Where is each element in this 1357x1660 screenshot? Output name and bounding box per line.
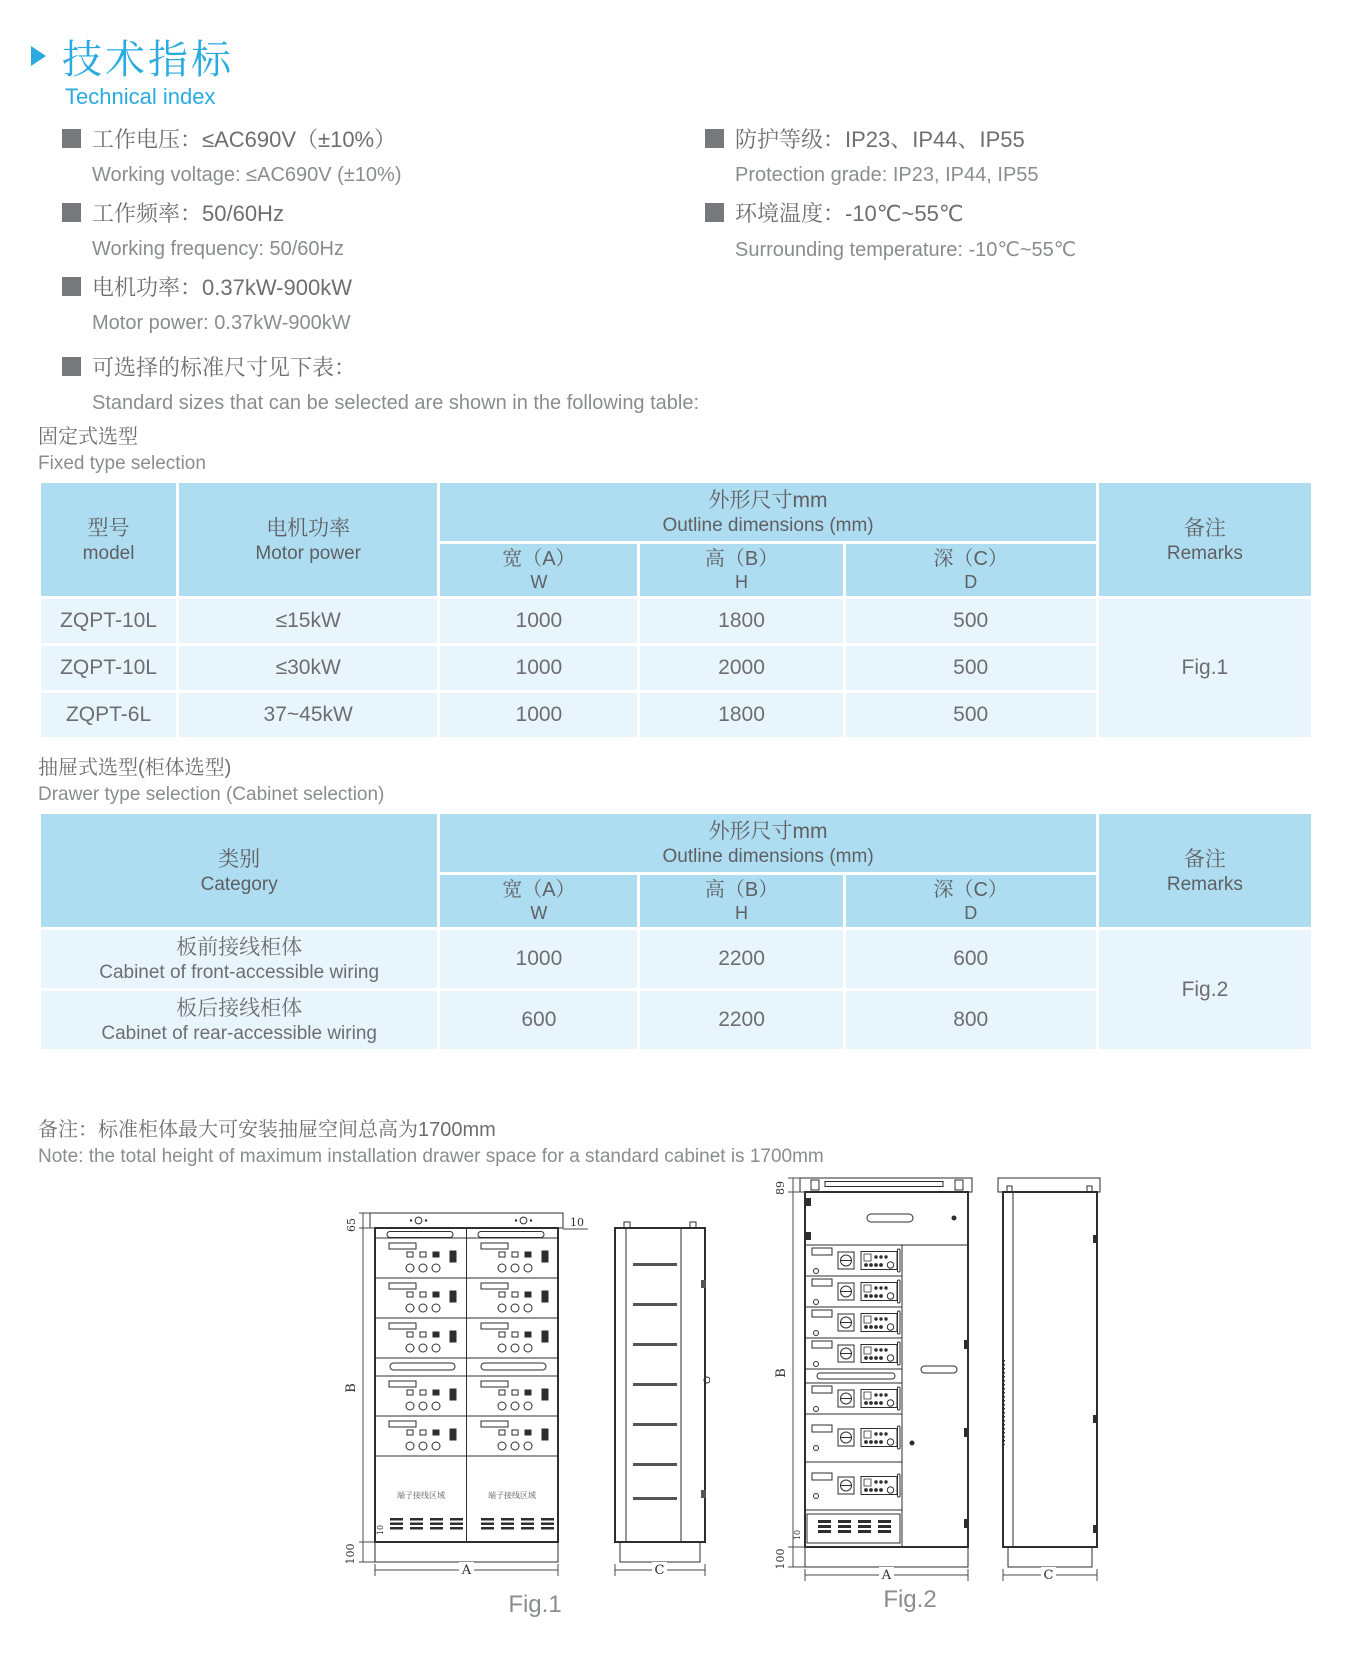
header-label-zh: 类别 bbox=[218, 847, 261, 871]
bullet-square-icon bbox=[705, 129, 724, 148]
section-arrow-icon bbox=[31, 46, 46, 66]
cell-depth: 500 bbox=[846, 599, 1096, 643]
fig1-terminal-label: 端子接线区域 bbox=[488, 1491, 536, 1500]
header-label-en: D bbox=[964, 903, 978, 923]
header-label-en: H bbox=[735, 572, 749, 592]
cell-model: ZQPT-10L bbox=[41, 599, 176, 643]
col-header-width bbox=[440, 544, 637, 596]
fig1-dim-depth: C bbox=[654, 1563, 665, 1578]
col-header-remarks bbox=[1099, 483, 1311, 596]
header-label-zh: 备注 bbox=[1183, 847, 1226, 871]
fig2-caption: Fig.2 bbox=[883, 1586, 937, 1613]
header-label-zh: 高（B） bbox=[704, 879, 779, 901]
col-header-category bbox=[41, 814, 437, 927]
header-label-zh: 外形尺寸mm bbox=[708, 489, 828, 512]
fig1-dim-top-offset: 10 bbox=[570, 1216, 584, 1229]
bullet-square-icon bbox=[62, 357, 81, 376]
header-label-en: Remarks bbox=[1166, 542, 1243, 564]
specs-right-column bbox=[705, 120, 1076, 268]
bullet-square-icon bbox=[62, 277, 81, 296]
header-label-zh: 深（C） bbox=[933, 879, 1008, 901]
col-header-outline-dimensions bbox=[440, 483, 1096, 541]
header-label-zh: 宽（A） bbox=[502, 548, 576, 570]
category-en: Cabinet of rear-accessible wiring bbox=[101, 1022, 377, 1044]
drawer-type-section-label bbox=[38, 754, 384, 808]
cell-height: 1800 bbox=[640, 599, 842, 643]
fig2-front-view bbox=[800, 1178, 972, 1567]
spec-text-zh: 电机功率：0.37kW-900kW bbox=[92, 274, 352, 300]
cell-width: 1000 bbox=[440, 646, 637, 690]
fig1-side-view bbox=[615, 1222, 710, 1578]
section-label-zh: 固定式选型 bbox=[38, 426, 138, 448]
col-header-depth bbox=[846, 544, 1096, 596]
cell-depth: 800 bbox=[846, 991, 1096, 1049]
section-label-en: Fixed type selection bbox=[38, 453, 206, 474]
fixed-type-section-label bbox=[38, 423, 206, 477]
header-label-en: Motor power bbox=[255, 542, 361, 564]
fig1-drawing bbox=[330, 1130, 710, 1630]
fig2-drawing bbox=[715, 1095, 1115, 1625]
spec-line-standard-sizes bbox=[62, 348, 699, 384]
header-label-zh: 型号 bbox=[87, 516, 130, 540]
col-header-height bbox=[640, 544, 842, 596]
header-label-zh: 电机功率 bbox=[266, 516, 351, 540]
col-header-depth bbox=[846, 875, 1096, 927]
spec-text-zh: 防护等级：IP23、IP44、IP55 bbox=[735, 126, 1025, 152]
cell-height: 1800 bbox=[640, 693, 842, 737]
fig2-vent-grilles bbox=[818, 1520, 891, 1533]
fig1-dim-body-height: B bbox=[344, 1383, 359, 1393]
fig2-dim-plinth-height: 100 bbox=[774, 1548, 787, 1570]
fig1-terminal-label: 端子接线区域 bbox=[397, 1491, 445, 1500]
note-zh: 备注：标准柜体最大可安装抽屉空间总高为1700mm bbox=[38, 1119, 496, 1141]
spec-line-protection bbox=[705, 120, 1076, 156]
spec-text-en: Standard sizes that can be selected are shown in the following table: bbox=[92, 391, 700, 414]
col-header-model bbox=[41, 483, 176, 596]
fig2-dim-depth: C bbox=[1043, 1568, 1054, 1583]
cell-depth: 500 bbox=[846, 646, 1096, 690]
table-row bbox=[41, 930, 1311, 988]
cell-category bbox=[41, 930, 437, 988]
section-label-en: Drawer type selection (Cabinet selection) bbox=[38, 784, 385, 805]
cell-depth: 600 bbox=[846, 930, 1096, 988]
spec-text-zh: 可选择的标准尺寸见下表： bbox=[92, 354, 357, 380]
spec-text-en: Working voltage: ≤AC690V (±10%) bbox=[92, 163, 402, 186]
fig1-dim-width: A bbox=[461, 1563, 472, 1578]
spec-line-frequency bbox=[62, 194, 699, 230]
fig1-caption: Fig.1 bbox=[508, 1591, 562, 1618]
cell-width: 1000 bbox=[440, 693, 637, 737]
cell-width: 1000 bbox=[440, 599, 637, 643]
specs-left-column bbox=[62, 120, 699, 422]
header-label-en: model bbox=[82, 542, 135, 564]
col-header-width bbox=[440, 875, 637, 927]
spec-text-zh: 工作频率：50/60Hz bbox=[92, 200, 284, 226]
spec-line-voltage bbox=[62, 120, 699, 156]
col-header-motor-power bbox=[179, 483, 437, 596]
cell-height: 2000 bbox=[640, 646, 842, 690]
category-en: Cabinet of front-accessible wiring bbox=[99, 961, 380, 983]
fig2-dim-cap-height: 89 bbox=[774, 1181, 787, 1195]
cell-height: 2200 bbox=[640, 991, 842, 1049]
cell-remark: Fig.2 bbox=[1099, 930, 1311, 1049]
header-label-en: W bbox=[530, 572, 548, 592]
spec-text-en: Surrounding temperature: -10℃~55℃ bbox=[735, 238, 1077, 261]
fig2-side-view bbox=[998, 1178, 1100, 1583]
cell-power: ≤15kW bbox=[179, 599, 437, 643]
category-zh: 板后接线柜体 bbox=[176, 996, 303, 1020]
spec-text-zh: 环境温度：-10℃~55℃ bbox=[735, 200, 964, 226]
fig1-dim-cap-height: 65 bbox=[345, 1218, 358, 1232]
cell-depth: 500 bbox=[846, 693, 1096, 737]
spec-line-temperature bbox=[705, 194, 1076, 230]
spec-text-en: Working frequency: 50/60Hz bbox=[92, 237, 344, 260]
header-label-en: Category bbox=[200, 873, 278, 895]
spec-text-en: Motor power: 0.37kW-900kW bbox=[92, 311, 351, 334]
cell-model: ZQPT-10L bbox=[41, 646, 176, 690]
header-label-en: D bbox=[964, 572, 978, 592]
spec-text-en: Protection grade: IP23, IP44, IP55 bbox=[735, 163, 1039, 186]
spec-line-motor-power bbox=[62, 268, 699, 304]
cell-width: 1000 bbox=[440, 930, 637, 988]
bullet-square-icon bbox=[705, 203, 724, 222]
fig2-dim-width: A bbox=[881, 1568, 892, 1583]
note-en: Note: the total height of maximum installation drawer space for a standard cabinet is 1700mm bbox=[38, 1146, 824, 1167]
cell-height: 2200 bbox=[640, 930, 842, 988]
cell-remark: Fig.1 bbox=[1099, 599, 1311, 737]
cell-model: ZQPT-6L bbox=[41, 693, 176, 737]
cell-power: ≤30kW bbox=[179, 646, 437, 690]
fig1-vent-grilles bbox=[390, 1518, 554, 1530]
header-label-en: Outline dimensions (mm) bbox=[662, 846, 874, 867]
fig1-front-view bbox=[370, 1213, 563, 1562]
bullet-square-icon bbox=[62, 129, 81, 148]
fig1-dim-vent-offset: 10 bbox=[376, 1524, 385, 1536]
header-label-en: W bbox=[530, 903, 548, 923]
table-row bbox=[41, 599, 1311, 643]
header-label-en: H bbox=[735, 903, 749, 923]
category-zh: 板前接线柜体 bbox=[176, 935, 303, 959]
cell-power: 37~45kW bbox=[179, 693, 437, 737]
cell-category bbox=[41, 991, 437, 1049]
drawer-type-table bbox=[38, 811, 1314, 1052]
fixed-type-table bbox=[38, 480, 1314, 740]
header-label-zh: 深（C） bbox=[933, 548, 1008, 570]
bullet-square-icon bbox=[62, 203, 81, 222]
header-label-en: Remarks bbox=[1166, 873, 1243, 895]
section-label-zh: 抽屉式选型(柜体选型) bbox=[38, 757, 232, 779]
fig2-dim-body-height: B bbox=[774, 1368, 789, 1378]
col-header-remarks bbox=[1099, 814, 1311, 927]
col-header-height bbox=[640, 875, 842, 927]
col-header-outline-dimensions bbox=[440, 814, 1096, 872]
page-title: 技术指标 bbox=[62, 38, 234, 82]
header-label-zh: 高（B） bbox=[704, 548, 779, 570]
header-label-zh: 备注 bbox=[1183, 516, 1226, 540]
header-label-zh: 宽（A） bbox=[502, 879, 576, 901]
header-label-zh: 外形尺寸mm bbox=[708, 820, 828, 843]
fig2-dim-vent-offset: 10 bbox=[793, 1529, 802, 1541]
page-subtitle: Technical index bbox=[65, 84, 216, 109]
spec-text-zh: 工作电压：≤AC690V（±10%） bbox=[92, 126, 397, 152]
fig1-dim-plinth-height: 100 bbox=[344, 1543, 357, 1565]
header-label-en: Outline dimensions (mm) bbox=[662, 515, 874, 536]
cell-width: 600 bbox=[440, 991, 637, 1049]
